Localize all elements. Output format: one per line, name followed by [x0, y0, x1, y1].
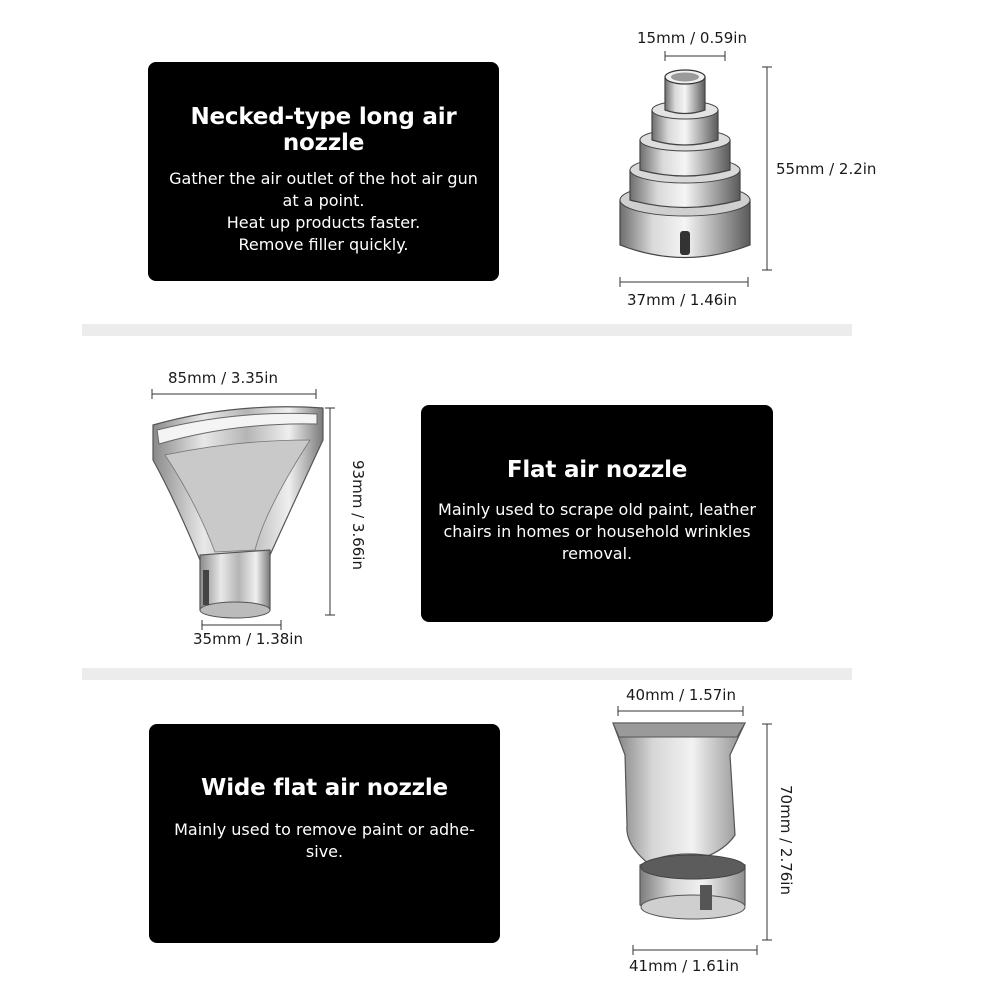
card-description: Gather the air outlet of the hot air gun at a point. Heat up products faster. Remove filler quickly.	[169, 169, 478, 254]
side-dimension-label: 93mm / 3.66in	[349, 460, 367, 570]
card-title: Flat air nozzle	[506, 457, 688, 483]
top-dimension-label: 15mm / 0.59in	[637, 29, 747, 47]
top-dimension-label: 40mm / 1.57in	[626, 686, 736, 704]
side-dimension-label: 55mm / 2.2in	[776, 160, 877, 178]
side-dimension-label: 70mm / 2.76in	[777, 785, 795, 895]
bottom-dimension-label: 37mm / 1.46in	[627, 291, 737, 309]
top-dimension-label: 85mm / 3.35in	[168, 369, 278, 387]
bottom-dimension-label: 41mm / 1.61in	[629, 957, 739, 975]
card-title: Wide flat air nozzle	[201, 775, 448, 801]
card-description: Mainly used to scrape old paint, leather chairs in homes or household wrinkles removal.	[438, 500, 756, 563]
bottom-dimension-label: 35mm / 1.38in	[193, 630, 303, 648]
card-description: Mainly used to remove paint or adhe- sive.	[174, 820, 475, 861]
card-title: Necked-type long air nozzle	[190, 104, 457, 156]
